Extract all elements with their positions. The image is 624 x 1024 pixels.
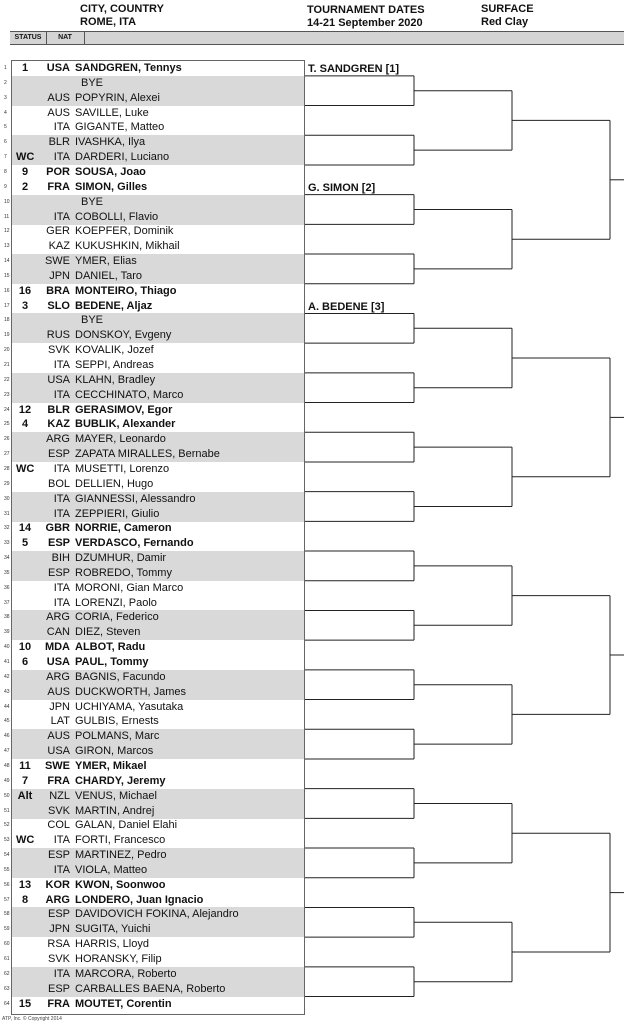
player-name: SUGITA, Yuichi <box>75 923 151 936</box>
player-nationality: SWE <box>44 255 70 268</box>
draw-position-number: 8 <box>4 168 7 175</box>
player-name: DANIEL, Taro <box>75 269 143 282</box>
player-name: YMER, Mikael <box>75 759 147 772</box>
draw-position-number: 6 <box>4 139 7 146</box>
player-name: CARBALLES BAENA, Roberto <box>75 982 226 995</box>
draw-position-number: 17 <box>4 302 10 309</box>
player-nationality: KOR <box>45 878 70 891</box>
draw-position-number: 28 <box>4 465 10 472</box>
player-status: WC <box>16 834 35 847</box>
draw-position-number: 12 <box>4 228 10 235</box>
player-nationality: ITA <box>53 967 70 980</box>
draw-position-number: 11 <box>4 213 10 220</box>
player-name: NORRIE, Cameron <box>75 522 172 535</box>
draw-position-number: 51 <box>4 807 10 814</box>
draw-position-number: 60 <box>4 941 10 948</box>
player-name: MORONI, Gian Marco <box>75 581 184 594</box>
copyright-text: ATP, Inc. © Copyright 2014 <box>2 1016 62 1022</box>
draw-position-number: 16 <box>4 287 10 294</box>
draw-position-number: 9 <box>4 183 7 190</box>
player-nationality: RSA <box>47 938 70 951</box>
player-name: CECCHINATO, Marco <box>75 388 184 401</box>
player-nationality: ITA <box>53 834 70 847</box>
draw-position-number: 10 <box>4 198 10 205</box>
player-status: 4 <box>21 418 29 431</box>
draw-position-number: 13 <box>4 243 10 250</box>
player-name: BYE <box>81 76 104 89</box>
player-nationality: GER <box>46 225 70 238</box>
player-status: 7 <box>21 774 29 787</box>
player-status: 8 <box>21 893 29 906</box>
draw-position-number: 20 <box>4 347 10 354</box>
player-name: BEDENE, Aljaz <box>75 299 153 312</box>
player-nationality: AUS <box>47 730 70 743</box>
player-name: FORTI, Francesco <box>75 834 166 847</box>
player-name: MUSETTI, Lorenzo <box>75 462 170 475</box>
draw-position-number: 3 <box>4 94 7 101</box>
player-nationality: ARG <box>46 611 70 624</box>
player-name: GIRON, Marcos <box>75 745 154 758</box>
draw-position-number: 59 <box>4 926 10 933</box>
draw-position-number: 44 <box>4 703 10 710</box>
player-name: LORENZI, Paolo <box>75 596 157 609</box>
player-nationality: NZL <box>49 789 70 802</box>
player-name: SEPPI, Andreas <box>75 359 154 371</box>
player-nationality: GBR <box>45 522 70 535</box>
player-name: MARCORA, Roberto <box>75 967 177 980</box>
player-nationality: AUS <box>47 685 70 698</box>
player-name: DONSKOY, Evgeny <box>75 329 172 342</box>
player-name: GIANNESSI, Alessandro <box>75 492 196 505</box>
draw-position-number: 36 <box>4 584 10 591</box>
player-name: KOVALIK, Jozef <box>75 344 154 357</box>
player-nationality: SWE <box>44 759 70 772</box>
draw-position-number: 56 <box>4 881 10 888</box>
player-status: 14 <box>18 522 32 535</box>
player-name: MAYER, Leonardo <box>75 433 166 446</box>
draw-position-number: 22 <box>4 376 10 383</box>
player-name: GULBIS, Ernests <box>75 715 159 728</box>
header-dates-value: 14-21 September 2020 <box>307 17 423 29</box>
player-nationality: JPN <box>49 923 70 936</box>
player-nationality: ESP <box>47 537 70 550</box>
player-nationality: SLO <box>47 299 70 312</box>
player-name: MOUTET, Corentin <box>75 997 172 1010</box>
player-nationality: ESP <box>47 849 70 862</box>
player-name: ROBREDO, Tommy <box>75 566 172 579</box>
player-nationality: AUS <box>47 106 70 119</box>
player-name: ZAPATA MIRALLES, Bernabe <box>75 448 220 461</box>
draw-position-number: 34 <box>4 555 10 562</box>
player-status: 13 <box>18 878 32 891</box>
header-city-value: ROME, ITA <box>80 16 137 28</box>
player-nationality: KAZ <box>47 418 70 431</box>
draw-position-number: 23 <box>4 391 10 398</box>
player-nationality: ITA <box>53 151 70 164</box>
draw-position-number: 57 <box>4 896 10 903</box>
player-nationality: KAZ <box>48 240 70 253</box>
draw-position-number: 46 <box>4 733 10 740</box>
player-name: POPYRIN, Alexei <box>75 91 160 104</box>
player-status: 15 <box>18 997 32 1010</box>
draw-position-number: 40 <box>4 644 10 651</box>
player-name: KLAHN, Bradley <box>75 373 156 386</box>
player-name: KUKUSHKIN, Mikhail <box>75 240 180 253</box>
player-name: DZUMHUR, Damir <box>75 552 167 565</box>
player-name: CHARDY, Jeremy <box>75 774 166 787</box>
draw-position-number: 37 <box>4 599 10 606</box>
player-name: GERASIMOV, Egor <box>75 403 173 416</box>
player-name: HARRIS, Lloyd <box>75 938 149 951</box>
draw-position-number: 15 <box>4 272 10 279</box>
player-nationality: SVK <box>47 953 70 965</box>
player-name: DAVIDOVICH FOKINA, Alejandro <box>75 908 239 921</box>
draw-position-number: 14 <box>4 258 10 265</box>
player-name: POLMANS, Marc <box>75 730 160 743</box>
draw-position-number: 42 <box>4 673 10 680</box>
player-name: CORIA, Federico <box>75 611 159 624</box>
draw-position-number: 26 <box>4 436 10 443</box>
round-winner-label: A. BEDENE [3] <box>308 300 385 313</box>
player-nationality: ITA <box>53 462 70 475</box>
draw-position-number: 63 <box>4 985 10 992</box>
draw-position-number: 61 <box>4 956 10 962</box>
player-nationality: CAN <box>46 626 70 639</box>
player-name: GALAN, Daniel Elahi <box>75 819 178 832</box>
player-nationality: ESP <box>47 566 70 579</box>
player-name: BUBLIK, Alexander <box>75 418 176 431</box>
player-status: 16 <box>18 284 32 297</box>
player-name: LONDERO, Juan Ignacio <box>75 893 204 906</box>
player-nationality: JPN <box>49 700 70 713</box>
player-nationality: ITA <box>53 507 70 520</box>
player-status: 12 <box>18 403 32 416</box>
player-nationality: ARG <box>46 433 70 446</box>
draw-position-number: 54 <box>4 852 10 859</box>
nat-column-header: NAT <box>46 32 85 44</box>
player-name: BYE <box>81 314 104 327</box>
draw-position-number: 50 <box>4 792 10 799</box>
player-name: UCHIYAMA, Yasutaka <box>75 700 184 713</box>
player-status: 9 <box>21 165 29 178</box>
player-nationality: ITA <box>53 388 70 401</box>
player-nationality: SVK <box>47 344 70 357</box>
draw-position-number: 53 <box>4 837 10 844</box>
player-nationality: ITA <box>53 863 70 876</box>
draw-position-number: 30 <box>4 495 10 502</box>
header-city-label: CITY, COUNTRY <box>80 3 164 15</box>
player-nationality: MDA <box>44 641 70 654</box>
draw-position-number: 62 <box>4 970 10 977</box>
header-surface-label: SURFACE <box>481 3 534 15</box>
player-nationality: RUS <box>46 329 70 342</box>
player-nationality: BLR <box>48 136 70 149</box>
player-name: BYE <box>81 195 104 208</box>
player-name: DUCKWORTH, James <box>75 685 187 698</box>
player-name: SANDGREN, Tennys <box>75 62 182 74</box>
player-name: SOUSA, Joao <box>75 165 146 178</box>
player-name: BAGNIS, Facundo <box>75 670 166 683</box>
player-name: HORANSKY, Filip <box>75 953 162 965</box>
player-name: VIOLA, Matteo <box>75 863 148 876</box>
draw-position-number: 19 <box>4 332 10 339</box>
player-name: VERDASCO, Fernando <box>75 537 194 550</box>
player-name: DARDERI, Luciano <box>75 151 170 164</box>
player-nationality: BIH <box>51 552 70 565</box>
player-name: IVASHKA, Ilya <box>75 136 146 149</box>
draw-position-number: 31 <box>4 510 10 517</box>
player-nationality: LAT <box>50 715 70 728</box>
player-nationality: USA <box>46 656 70 668</box>
player-name: MONTEIRO, Thiago <box>75 284 177 297</box>
player-name: ZEPPIERI, Giulio <box>75 507 160 520</box>
round-winner-label: G. SIMON [2] <box>308 181 376 194</box>
player-nationality: ITA <box>53 359 70 371</box>
player-name: COBOLLI, Flavio <box>75 210 159 223</box>
status-column-header: STATUS <box>10 32 47 44</box>
player-nationality: JPN <box>49 269 70 282</box>
player-status: WC <box>16 151 35 164</box>
draw-position-number: 48 <box>4 762 10 769</box>
player-nationality: FRA <box>47 774 70 787</box>
draw-position-number: 1 <box>4 65 7 71</box>
player-nationality: ESP <box>47 448 70 461</box>
player-name: MARTIN, Andrej <box>75 804 155 817</box>
player-name: GIGANTE, Matteo <box>75 121 165 134</box>
draw-position-number: 33 <box>4 540 10 547</box>
draw-position-number: 25 <box>4 421 10 428</box>
player-name: KOEPFER, Dominik <box>75 225 174 238</box>
round-winner-label: T. SANDGREN [1] <box>308 63 400 75</box>
draw-position-number: 45 <box>4 718 10 725</box>
draw-position-number: 55 <box>4 866 10 873</box>
player-nationality: ITA <box>53 596 70 609</box>
player-nationality: BRA <box>46 284 70 297</box>
player-name: KWON, Soonwoo <box>75 878 166 891</box>
draw-position-number: 41 <box>4 659 10 665</box>
player-name: MARTINEZ, Pedro <box>75 849 167 862</box>
draw-position-number: 4 <box>4 109 7 116</box>
player-status: Alt <box>17 789 33 802</box>
draw-position-number: 64 <box>4 1000 10 1007</box>
player-status: 1 <box>21 62 29 74</box>
player-name: PAUL, Tommy <box>75 656 149 668</box>
player-nationality: USA <box>47 745 70 758</box>
player-nationality: ARG <box>45 893 70 906</box>
player-status: 2 <box>21 180 29 193</box>
player-nationality: FRA <box>47 180 70 193</box>
player-nationality: SVK <box>47 804 70 817</box>
player-name: SIMON, Gilles <box>75 180 148 193</box>
draw-position-number: 5 <box>4 124 7 131</box>
player-nationality: POR <box>46 165 70 178</box>
player-nationality: ESP <box>47 982 70 995</box>
player-nationality: ITA <box>53 492 70 505</box>
draw-position-number: 47 <box>4 748 10 755</box>
player-nationality: FRA <box>47 997 70 1010</box>
draw-position-number: 39 <box>4 629 10 636</box>
header-surface-value: Red Clay <box>481 16 529 28</box>
draw-position-number: 29 <box>4 480 10 487</box>
draw-position-number: 35 <box>4 569 10 576</box>
player-status: 5 <box>21 537 29 550</box>
player-nationality: BOL <box>47 477 70 490</box>
player-status: WC <box>16 462 35 475</box>
draw-position-number: 49 <box>4 777 10 784</box>
draw-position-number: 18 <box>4 317 10 324</box>
draw-position-number: 43 <box>4 688 10 695</box>
player-status: 6 <box>21 656 29 668</box>
player-status: 10 <box>18 641 32 654</box>
draw-position-number: 58 <box>4 911 10 918</box>
player-name: VENUS, Michael <box>75 789 157 802</box>
draw-position-number: 24 <box>4 406 10 413</box>
draw-position-number: 38 <box>4 614 10 621</box>
draw-position-number: 2 <box>4 79 7 86</box>
draw-position-number: 21 <box>4 362 10 368</box>
player-nationality: BLR <box>47 403 70 416</box>
player-nationality: COL <box>47 819 70 832</box>
player-nationality: USA <box>46 62 70 74</box>
player-nationality: AUS <box>47 91 70 104</box>
player-status: 11 <box>19 759 31 772</box>
player-name: ALBOT, Radu <box>75 641 146 654</box>
draw-position-number: 52 <box>4 822 10 829</box>
player-nationality: ITA <box>53 121 70 134</box>
player-status: 3 <box>21 299 29 312</box>
draw-position-number: 27 <box>4 451 10 458</box>
player-nationality: USA <box>47 373 70 386</box>
draw-position-number: 7 <box>4 154 7 161</box>
player-name: DELLIEN, Hugo <box>75 477 154 490</box>
player-name: YMER, Elias <box>75 255 137 268</box>
header-dates-label: TOURNAMENT DATES <box>307 4 425 16</box>
player-nationality: ESP <box>47 908 70 921</box>
draw-position-number: 32 <box>4 525 10 532</box>
player-nationality: ITA <box>53 210 70 223</box>
player-nationality: ARG <box>46 670 70 683</box>
player-name: DIEZ, Steven <box>75 626 141 639</box>
player-name: SAVILLE, Luke <box>75 106 149 119</box>
player-nationality: ITA <box>53 581 70 594</box>
